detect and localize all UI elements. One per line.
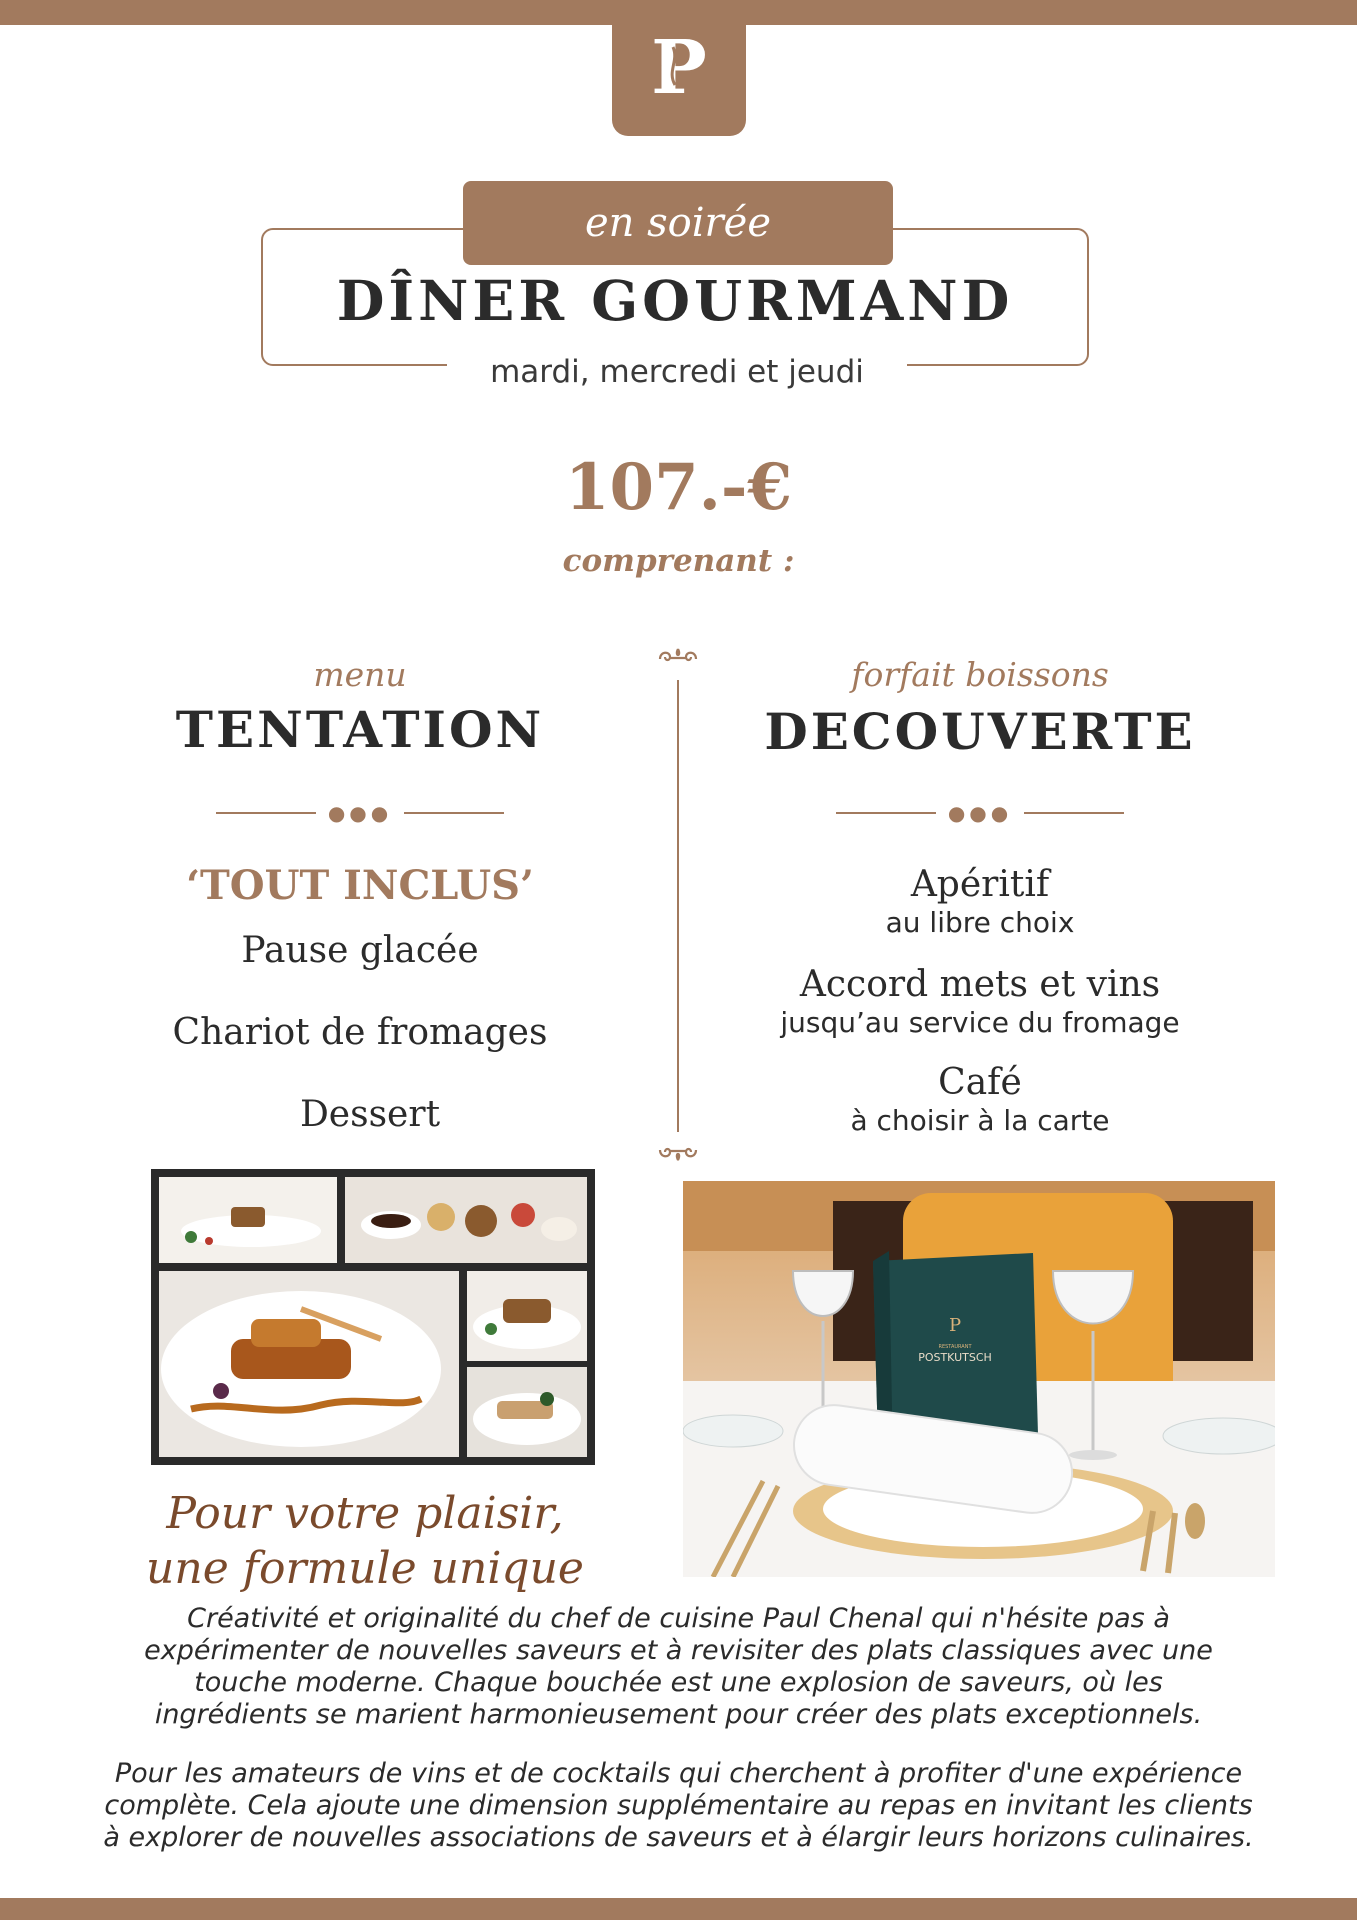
drink-item [740,964,1220,1040]
page-title: DÎNER GOURMAND [336,268,1014,333]
table-setting-image [683,1181,1275,1577]
paragraph-line: expérimenter de nouvelles saveurs et à revisiter des plats classiques avec une [144,1635,1213,1666]
menu-item: Pause glacée [241,930,479,971]
menu-subtitle: menu [313,655,407,694]
menu-highlight: ‘TOUT INCLUS’ [186,862,534,909]
drink-detail: jusqu’au service du fromage [780,1006,1180,1039]
dishes-collage-image [151,1169,595,1465]
days-label: mardi, mercredi et jeudi [490,354,864,390]
slogan-line: une formule unique [146,1543,584,1594]
paragraph-line: Créativité et originalité du chef de cuisine Paul Chenal qui n'hésite pas à [187,1603,1170,1634]
menu-card-name: POSTKUTSCH [918,1351,992,1364]
menu-card-letter: P [948,1315,962,1336]
drink-detail: à choisir à la carte [850,1104,1110,1137]
flourish-bottom-icon [656,1142,700,1164]
slogan-line: Pour votre plaisir, [166,1488,564,1539]
drinks-separator: ●●● [770,806,1190,820]
menu-item: Chariot de fromages [172,1012,548,1053]
includes-label: comprenant : [562,543,795,579]
menu-item: Dessert [299,1094,441,1135]
paragraph-line: Pour les amateurs de vins et de cocktails qui cherchent à profiter d'une expérience [114,1758,1243,1789]
paragraph-line: complète. Cela ajoute une dimension supplémentaire au repas en invitant les clients [104,1790,1253,1821]
evening-tag [463,181,893,265]
logo-p-icon [649,27,709,109]
flourish-top-icon [656,645,700,667]
logo-letter: P [651,27,707,109]
drink-detail: au libre choix [885,906,1075,939]
menu-title: TENTATION [175,700,545,759]
price: 107.-€ [565,450,792,525]
menu-separator: ●●● [150,806,570,820]
evening-tag-label: en soirée [584,200,771,246]
drink-name: Café [938,1062,1022,1103]
chef-paragraph [40,1603,1317,1731]
paragraph-line: ingrédients se marient harmonieusement pour créer des plats exceptionnels. [154,1699,1203,1730]
drink-name: Accord mets et vins [799,964,1161,1005]
drink-item [740,864,1220,940]
drink-item [740,1062,1220,1138]
bottom-bar [0,1898,1357,1920]
drinks-subtitle: forfait boissons [851,655,1109,694]
restaurant-logo [612,0,746,136]
drinks-title: DECOUVERTE [764,702,1196,761]
center-divider [677,680,679,1132]
menu-card-restaurant: RESTAURANT [938,1344,972,1350]
drink-name: Apéritif [910,864,1050,905]
slogan [120,1486,610,1596]
wine-paragraph [40,1758,1317,1854]
paragraph-line: à explorer de nouvelles associations de saveurs et à élargir leurs horizons culinaires. [103,1822,1254,1853]
paragraph-line: touche moderne. Chaque bouchée est une explosion de saveurs, où les [194,1667,1163,1698]
